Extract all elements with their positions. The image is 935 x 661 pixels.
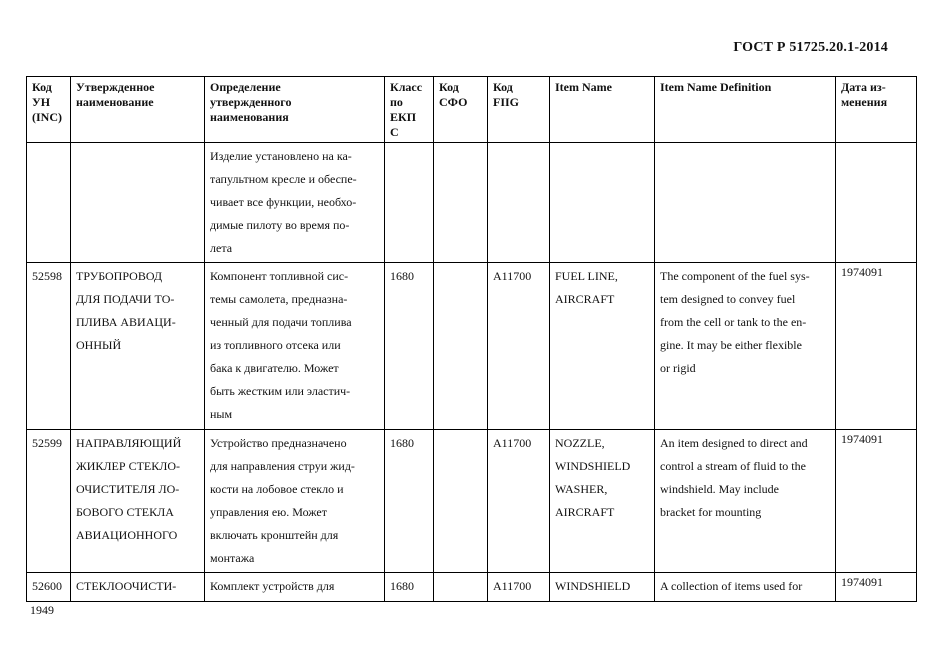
cell-inc-code <box>27 143 71 263</box>
header-approved-name: Утвержденное наименование <box>71 77 205 143</box>
cell-item-name: FUEL LINE, AIRCRAFT <box>550 263 655 430</box>
cell-definition: Устройство предназначено для направления струи жид- кости на лобовое стекло и управления ею. Может включать кронштейн для монтажа <box>205 430 385 573</box>
cell-definition: Компонент топливной сис- темы самолета, предназна- ченный для подачи топлива из топливного отсека или бака к двигателю. Может быть жестким или эластич- ным <box>205 263 385 430</box>
table-row <box>27 143 917 263</box>
cell-change-date: 1974091 <box>836 430 917 573</box>
cell-change-date: 1974091 <box>836 573 917 602</box>
cell-item-definition <box>655 143 836 263</box>
cell-approved-name: ТРУБОПРОВОД ДЛЯ ПОДАЧИ ТО- ПЛИВА АВИАЦИ- ОННЫЙ <box>71 263 205 430</box>
cell-sfo-code <box>434 430 488 573</box>
cell-change-date <box>836 143 917 263</box>
table-header-row <box>27 77 917 143</box>
table-row <box>27 430 917 573</box>
cell-definition: Комплект устройств для <box>205 573 385 602</box>
header-inc-code: Код УН (INC) <box>27 77 71 143</box>
cell-ekps-class: 1680 <box>385 263 434 430</box>
header-ekps-class: Класс по ЕКП С <box>385 77 434 143</box>
cell-ekps-class <box>385 143 434 263</box>
cell-fiig-code: A11700 <box>488 263 550 430</box>
cell-approved-name: СТЕКЛООЧИСТИ- <box>71 573 205 602</box>
page-number: 1949 <box>30 603 54 617</box>
cell-definition: Изделие установлено на ка- тапультном кресле и обеспе- чивает все функции, необхо- димые пилоту во время по- лета <box>205 143 385 263</box>
cell-sfo-code <box>434 263 488 430</box>
cell-item-name: WINDSHIELD <box>550 573 655 602</box>
cell-item-definition: The component of the fuel sys- tem designed to convey fuel from the cell or tank to the en- gine. It may be either flexible or rigid <box>655 263 836 430</box>
cell-ekps-class: 1680 <box>385 430 434 573</box>
cell-approved-name <box>71 143 205 263</box>
cell-sfo-code <box>434 573 488 602</box>
cell-approved-name: НАПРАВЛЯЮЩИЙ ЖИКЛЕР СТЕКЛО- ОЧИСТИТЕЛЯ ЛО- БОВОГО СТЕКЛА АВИАЦИОННОГО <box>71 430 205 573</box>
cell-inc-code: 52599 <box>27 430 71 573</box>
cell-sfo-code <box>434 143 488 263</box>
header-item-definition: Item Name Definition <box>655 77 836 143</box>
header-fiig-code: Код FIIG <box>488 77 550 143</box>
catalog-table <box>26 76 917 602</box>
cell-ekps-class: 1680 <box>385 573 434 602</box>
cell-fiig-code <box>488 143 550 263</box>
cell-item-definition: An item designed to direct and control a stream of fluid to the windshield. May include bracket for mounting <box>655 430 836 573</box>
table-row <box>27 573 917 602</box>
document-code: ГОСТ Р 51725.20.1-2014 <box>733 40 888 55</box>
cell-change-date: 1974091 <box>836 263 917 430</box>
cell-inc-code: 52598 <box>27 263 71 430</box>
table-row <box>27 263 917 430</box>
cell-inc-code: 52600 <box>27 573 71 602</box>
header-item-name: Item Name <box>550 77 655 143</box>
cell-item-name <box>550 143 655 263</box>
header-definition: Определение утвержденного наименования <box>205 77 385 143</box>
cell-item-name: NOZZLE, WINDSHIELD WASHER, AIRCRAFT <box>550 430 655 573</box>
header-change-date: Дата из- менения <box>836 77 917 143</box>
cell-item-definition: A collection of items used for <box>655 573 836 602</box>
cell-fiig-code: A11700 <box>488 573 550 602</box>
header-sfo-code: Код СФО <box>434 77 488 143</box>
cell-fiig-code: A11700 <box>488 430 550 573</box>
